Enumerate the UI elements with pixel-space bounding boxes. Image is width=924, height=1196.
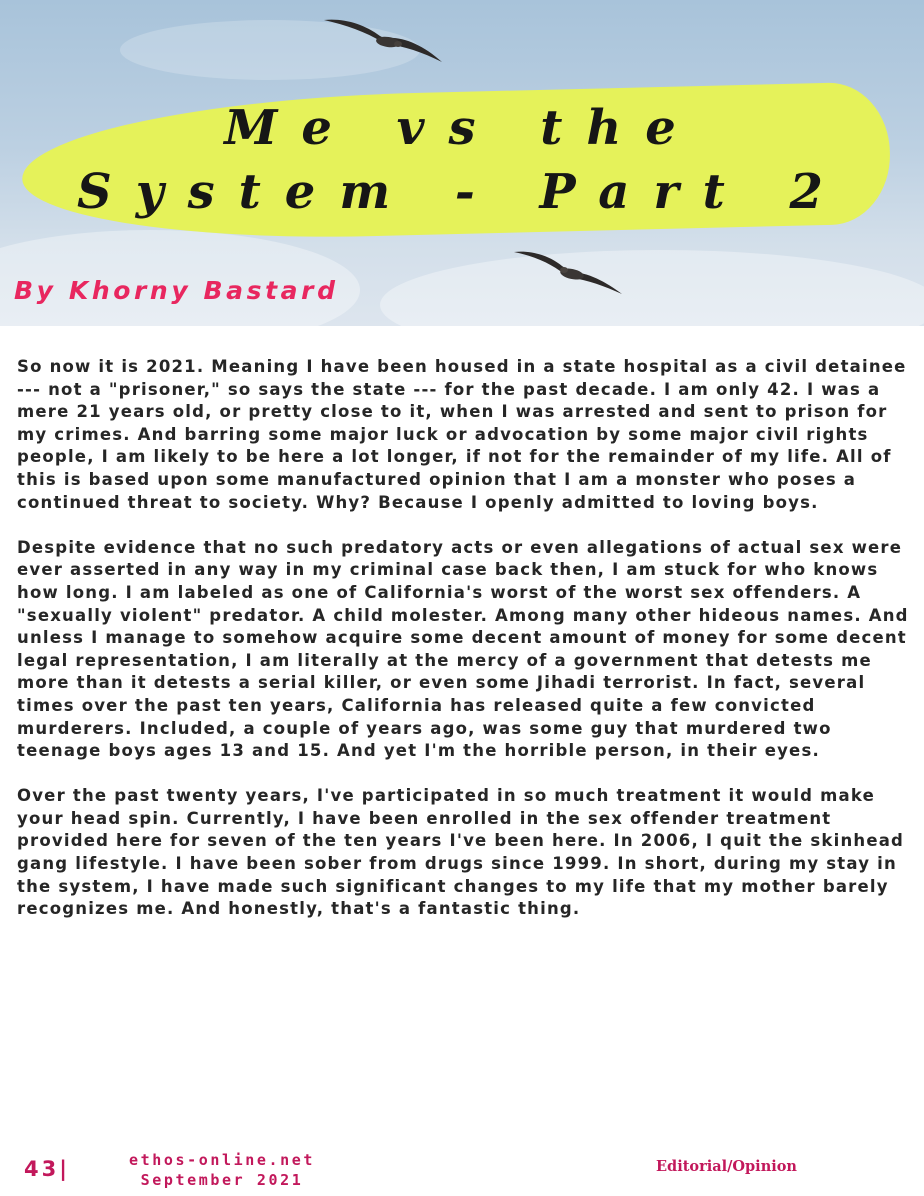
article-paragraph: Over the past twenty years, I've participated in so much treatment it would make your head spin. Currently, I have been enrolled in the sex offender treatment provided here for seven of the ten years I've been here. In 2006, I quit the skinhead gang lifestyle. I have been sober from drugs since 1999. In short, during my stay in the system, I have made such significant changes to my life that my mother barely recognizes me. And honestly, that's a fantastic thing. (17, 786, 905, 919)
title-line-2: System - Part 2 (77, 164, 847, 220)
article-paragraph: So now it is 2021. Meaning I have been housed in a state hospital as a civil detainee --- not a "prisoner," so says the state --- for the past decade. I am only 42. I was a mere 21 years old, or pretty close to it, when I was arrested and sent to prison for my crimes. And barring some major luck or advocation by some major civil rights people, I am likely to be here a lot longer, if not for the remainder of my life. All of this is based upon some manufactured opinion that I am a monster who poses a continued threat to society. Why? Because I openly admitted to loving boys. (17, 357, 907, 512)
article-paragraph: Despite evidence that no such predatory acts or even allegations of actual sex were ever asserted in any way in my criminal case back then, I am stuck for who knows how long. I am labeled as one of California's worst of the worst sex offenders. A "sexually violent" predator. A child molester. Among many other hideous names. And unless I manage to somehow acquire some decent amount of money for some decent legal representation, I am literally at the mercy of a government that detests me more than it detests a serial killer, or even some Jihadi terrorist. In fact, several times over the past ten years, California has released quite a few convicted murderers. Included, a couple of years ago, was some guy that murdered two teenage boys ages 13 and 15. And yet I'm the horrible person, in their eyes. (17, 537, 909, 761)
publication-info (116, 1150, 328, 1190)
title-line-1: Me vs the (224, 100, 700, 156)
article-body (17, 356, 917, 943)
section-label: Editorial/Opinion (656, 1158, 797, 1175)
header-banner (0, 0, 924, 326)
issue-date: September 2021 (140, 1171, 304, 1189)
bird-bottom-icon (512, 246, 624, 296)
page-number: 43| (24, 1157, 70, 1181)
cloud-decoration (380, 250, 924, 326)
article-title (0, 96, 924, 224)
bird-top-icon (322, 14, 446, 66)
site-url[interactable]: ethos-online.net (128, 1151, 316, 1169)
page-footer (0, 1150, 924, 1196)
author-byline: By Khorny Bastard (14, 276, 339, 305)
